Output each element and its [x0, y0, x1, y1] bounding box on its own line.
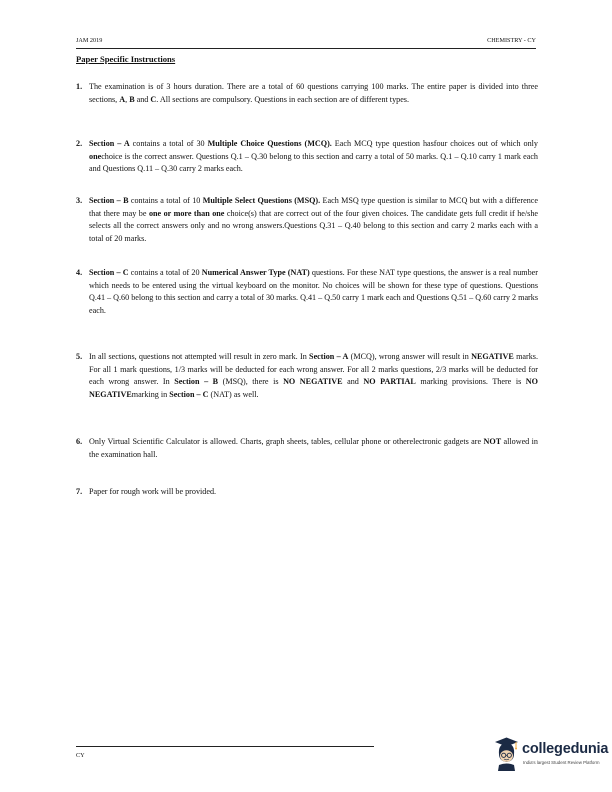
bold-term: Section – C — [89, 268, 129, 277]
instruction-text — [89, 436, 538, 461]
text-run: (NAT) as well. — [208, 389, 259, 399]
text-run: The examination is of 3 hours duration. There are a total of 60 questions carrying 100 marks. The entire paper is divided into three sections, — [89, 82, 538, 104]
text-run: marking in — [131, 389, 170, 399]
instruction-item — [76, 267, 538, 317]
bold-term: NO NEGATIVE — [89, 377, 538, 399]
text-run: Paper for rough work will be provided. — [89, 487, 217, 496]
text-run: questions. For these NAT type questions, the answer is a real number which needs to be entered using the virtual keyboard on the monitor. No choices will be shown for these type of questions. Questions Q.41 – Q.60 belong to this section and carry a total of 30 marks. Q.41 – Q.50 carry 1 mark each and Questions Q.51 – Q.60 carry 2 marks each. — [89, 268, 538, 315]
header-subject-label: CHEMISTRY - CY — [487, 37, 536, 44]
bold-term: C — [150, 94, 157, 104]
page-title: Paper Specific Instructions — [76, 54, 176, 64]
bold-term: NO NEGATIVE — [283, 377, 343, 386]
bold-term: B — [129, 94, 135, 104]
text-run: contains a total of 30 — [129, 139, 208, 148]
instruction-text — [89, 351, 538, 401]
page-header — [76, 36, 536, 49]
instruction-number: 6. — [76, 437, 83, 446]
brand-tagline: India's largest Student Review Platform — [523, 760, 600, 765]
bold-term: Multiple Select Questions (MSQ). — [202, 196, 321, 205]
footer-code: CY — [76, 752, 85, 759]
instruction-item — [76, 138, 538, 176]
bold-term: Multiple Choice Questions (MCQ). — [207, 139, 332, 148]
text-run: and — [134, 94, 151, 104]
text-run: Each MCQ type question hasfour choices out of which only — [331, 139, 538, 148]
header-exam-label: JAM 2019 — [76, 37, 103, 44]
instruction-item — [76, 195, 538, 245]
instruction-text — [89, 486, 538, 499]
bold-term: Numerical Answer Type (NAT) — [201, 268, 310, 277]
text-run: and — [342, 377, 364, 386]
bold-term: NOT — [483, 437, 502, 446]
bold-term: Section – B — [89, 196, 129, 205]
instruction-item — [76, 486, 538, 499]
instruction-text — [89, 81, 538, 106]
instruction-item — [76, 81, 538, 106]
bold-term: one or more than one — [148, 208, 225, 218]
text-run: (MSQ), there is — [218, 377, 284, 386]
bold-term: Section – A — [309, 352, 349, 361]
instruction-number: 2. — [76, 139, 83, 148]
instruction-text — [89, 138, 538, 176]
text-run: Each MSQ type question is similar to MCQ but with a difference that there may be — [89, 196, 538, 218]
instruction-item — [76, 351, 538, 401]
bold-term: A — [119, 94, 126, 104]
text-run: contains a total of 20 — [128, 268, 202, 277]
text-run: contains a total of 10 — [128, 196, 203, 205]
text-run: . All sections are compulsory. Questions in each section are of different types. — [156, 94, 409, 104]
text-run: allowed in the examination hall. — [89, 437, 538, 459]
instruction-item — [76, 436, 538, 461]
text-run: Only Virtual Scientific Calculator is allowed. Charts, graph sheets, tables, cellular phone or otherelectronic gadgets are — [89, 437, 484, 446]
instruction-text — [89, 267, 538, 317]
text-run: , — [125, 94, 130, 104]
instruction-number: 3. — [76, 196, 83, 205]
instruction-number: 7. — [76, 487, 83, 496]
text-run: choice is the correct answer. Questions Q.1 – Q.30 belong to this section and carry a total of 50 marks. Q.1 – Q.10 carry 1 mark each and Questions Q.11 – Q.30 carry 2 marks each. — [89, 151, 538, 173]
bold-term: NO PARTIAL — [363, 377, 416, 386]
text-run: In all sections, questions not attempted will result in zero mark. In — [89, 352, 310, 361]
bold-term: Section – A — [89, 139, 130, 148]
footer-divider — [76, 746, 374, 747]
instruction-number: 1. — [76, 82, 83, 91]
student-graduate-icon — [493, 737, 520, 771]
instruction-number: 4. — [76, 268, 83, 277]
text-run: marking provisions. There is — [415, 377, 526, 386]
instruction-number: 5. — [76, 352, 83, 361]
bold-term: NEGATIVE — [471, 352, 514, 361]
bold-term: Section – B — [174, 377, 219, 386]
bold-term: Section – C — [169, 389, 209, 399]
brand-name: collegedunia — [522, 741, 609, 757]
text-run: choice(s) that are correct out of the four given choices. The candidate gets full credit if he/she selects all the correct answers only and no wrong answers.Questions Q.31 – Q.40 belong to this section and carry 2 marks each with a total of 20 marks. — [89, 208, 538, 243]
brand-watermark — [493, 735, 611, 779]
bold-term: one — [89, 151, 102, 161]
text-run: (MCQ), wrong answer will result in — [348, 352, 472, 361]
instruction-text — [89, 195, 538, 245]
text-run: marks. For all 1 mark questions, 1/3 marks will be deducted for each wrong answer. For all 2 marks questions, 2/3 marks will be deducted for each wrong answer. In — [89, 352, 538, 386]
